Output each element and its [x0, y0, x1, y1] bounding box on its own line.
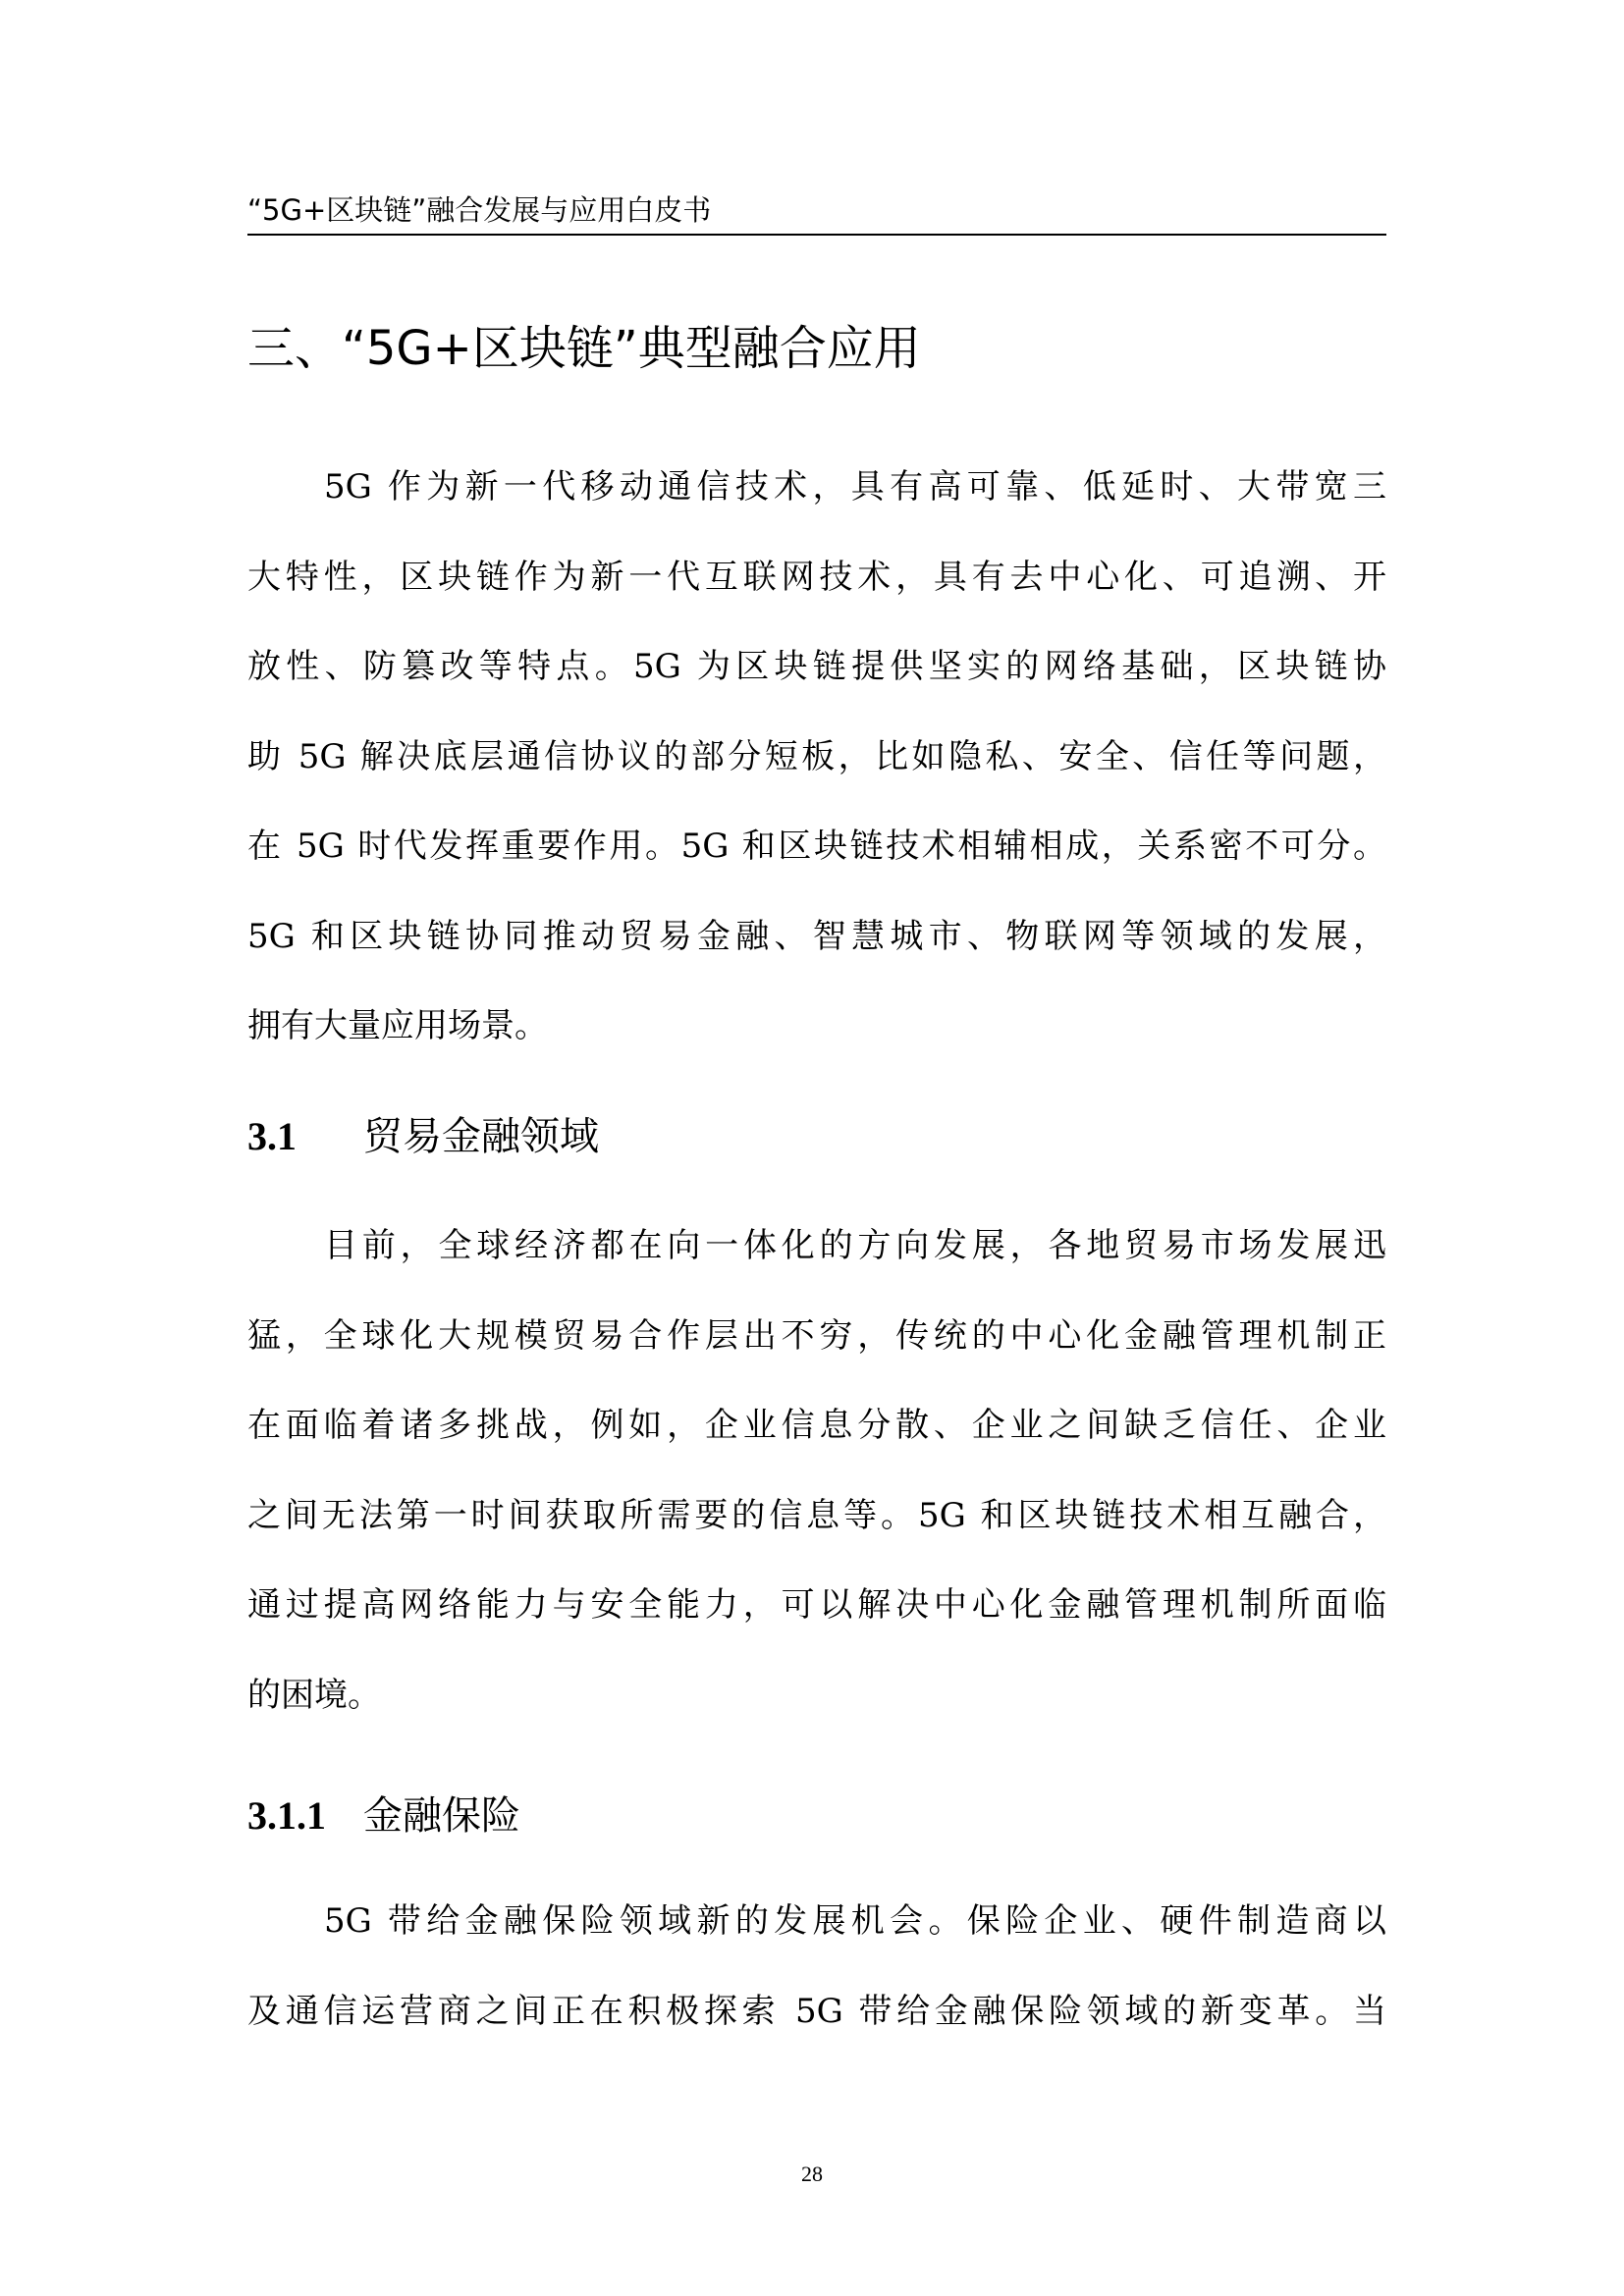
paragraph-line: 5G 和区块链协同推动贸易金融、智慧城市、物联网等领域的发展， — [247, 916, 1386, 956]
paragraph-line: 大特性，区块链作为新一代互联网技术，具有去中心化、可追溯、开 — [247, 557, 1386, 597]
paragraph-line: 拥有大量应用场景。 — [247, 1006, 548, 1045]
section-heading-3-1 — [247, 1109, 599, 1164]
paragraph-line: 之间无法第一时间获取所需要的信息等。5G 和区块链技术相互融合， — [247, 1495, 1386, 1535]
paragraph-line: 通过提高网络能力与安全能力，可以解决中心化金融管理机制所面临 — [247, 1585, 1386, 1625]
paragraph-line: 放性、防篡改等特点。5G 为区块链提供坚实的网络基础，区块链协 — [247, 647, 1386, 686]
paragraph-insurance — [247, 1877, 1386, 2056]
paragraph-line: 5G 作为新一代移动通信技术，具有高可靠、低延时、大带宽三 — [324, 467, 1386, 507]
section-heading-3-1-1 — [247, 1789, 520, 1843]
section-title-text: 金融保险 — [363, 1793, 520, 1839]
paragraph-line: 目前，全球经济都在向一体化的方向发展，各地贸易市场发展迅 — [324, 1226, 1386, 1265]
paragraph-intro — [247, 443, 1386, 1072]
paragraph-line: 在面临着诸多挑战，例如，企业信息分散、企业之间缺乏信任、企业 — [247, 1406, 1386, 1445]
section-title-text: 贸易金融领域 — [363, 1114, 599, 1159]
section-number: 3.1.1 — [247, 1793, 326, 1838]
section-number: 3.1 — [247, 1114, 297, 1158]
paragraph-line: 5G 带给金融保险领域新的发展机会。保险企业、硬件制造商以 — [324, 1901, 1386, 1941]
paragraph-line: 猛，全球化大规模贸易合作层出不穷，传统的中心化金融管理机制正 — [247, 1315, 1386, 1356]
running-header: “5G+区块链”融合发展与应用白皮书 — [247, 193, 712, 227]
paragraph-line: 助 5G 解决底层通信协议的部分短板，比如隐私、安全、信任等问题， — [247, 736, 1386, 776]
chapter-title: 三、“5G+区块链”典型融合应用 — [247, 321, 921, 376]
paragraph-line: 及通信运营商之间正在积极探索 5G 带给金融保险领域的新变革。当 — [247, 1991, 1386, 2031]
header-rule — [247, 234, 1386, 236]
page-number: 28 — [801, 2162, 823, 2186]
paragraph-line: 在 5G 时代发挥重要作用。5G 和区块链技术相辅相成，关系密不可分。 — [247, 827, 1386, 866]
paragraph-line: 的困境。 — [247, 1675, 381, 1715]
paragraph-trade-finance — [247, 1201, 1386, 1740]
